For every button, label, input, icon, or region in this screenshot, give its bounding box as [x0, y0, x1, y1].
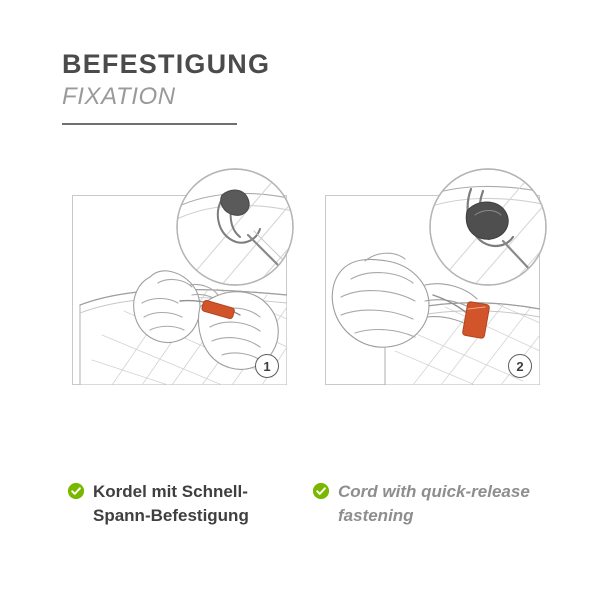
title-divider	[62, 123, 237, 125]
check-icon	[68, 483, 84, 499]
illustration-step-1	[72, 155, 287, 385]
page-title: BEFESTIGUNG	[62, 49, 271, 79]
page-subtitle: FIXATION	[62, 83, 176, 111]
caption-text-en: Cord with quick-release fastening	[338, 482, 530, 526]
page-header	[62, 50, 542, 125]
caption-de	[68, 480, 303, 528]
step-number-badge: 2	[508, 354, 532, 378]
panel-step-2	[325, 195, 540, 385]
step-number-badge: 1	[255, 354, 279, 378]
check-icon	[313, 483, 329, 499]
caption-text-de: Kordel mit Schnell-Spann-Befestigung	[93, 482, 249, 526]
caption-en	[313, 480, 563, 528]
panel-step-1	[72, 195, 287, 385]
illustration-panels	[0, 170, 600, 400]
illustration-step-2	[325, 155, 540, 385]
